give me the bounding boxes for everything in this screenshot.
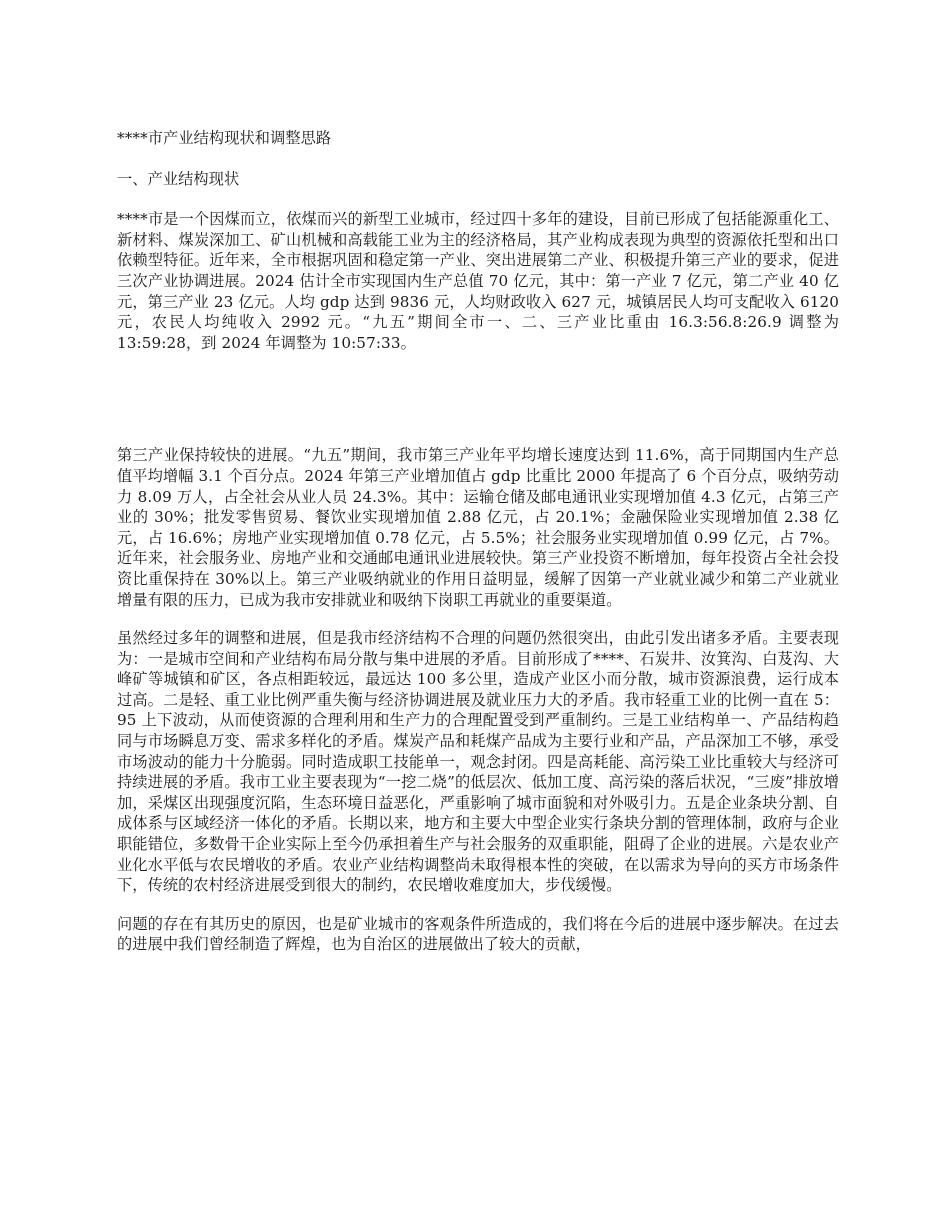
paragraph-causes: 问题的存在有其历史的原因，也是矿业城市的客观条件所造成的，我们将在今后的进展中逐步解决。在过去的进展中我们曾经制造了辉煌，也为自治区的进展做出了较大的贡献， xyxy=(117,914,839,954)
paragraph-tertiary-industry: 第三产业保持较快的进展。“九五”期间，我市第三产业年平均增长速度达到 11.6%，高于同期国内生产总值平均增幅 3.1 个百分点。2024 年第三产业增加值占 gdp 比重比 2000 年提高了 6 个百分点，吸纳劳动力 8.09 万人，占全社会从业人员 24.3%。其中：运输仓储及邮电通讯业实现增加值 4.3 亿元，占第三产业的 30%；批发零售贸易、餐饮业实现增加值 2.88 亿元，占 20.1%；金融保险业实现增加值 2.38 亿元，占 16.6%；房地产业实现增加值 0.78 亿元，占 5.5%；社会服务业实现增加值 0.99 亿元，占 7%。近年来，社会服务业、房地产业和交通邮电通讯业进展较快。第三产业投资不断增加，每年投资占全社会投资比重保持在 30%以上。第三产业吸纳就业的作用日益明显，缓解了因第一产业就业减少和第二产业就业增量有限的压力，已成为我市安排就业和吸纳下岗职工再就业的重要渠道。 xyxy=(117,446,839,609)
section-heading: 一、产业结构现状 xyxy=(117,169,240,188)
document-body xyxy=(117,124,839,955)
paragraph-overview: ****市是一个因煤而立，依煤而兴的新型工业城市，经过四十多年的建设，目前已形成了包括能源重化工、新材料、煤炭深加工、矿山机械和高载能工业为主的经济格局，其产业构成表现为典型的资源依托型和出口依赖型特征。近年来，全市根据巩固和稳定第一产业、突出进展第二产业、积极提升第三产业的要求，促进三次产业协调进展。2024 估计全市实现国内生产总值 70 亿元，其中：第一产业 7 亿元，第二产业 40 亿元，第三产业 23 亿元。人均 gdp 达到 9836 元，人均财政收入 627 元，城镇居民人均可支配收入 6120 元，农民人均纯收入 2992 元。“九五”期间全市一、二、三产业比重由 16.3:56.8:26.9 调整为 13:59:28，到 2024 年调整为 10:57:33。 xyxy=(117,210,839,352)
paragraph-contradictions: 虽然经过多年的调整和进展，但是我市经济结构不合理的问题仍然很突出，由此引发出诸多矛盾。主要表现为：一是城市空间和产业结构布局分散与集中进展的矛盾。目前形成了****、石炭井、汝箕沟、白芨沟、大峰矿等城镇和矿区，各点相距较远，最远达 100 多公里，造成产业区小而分散，城市资源浪费，运行成本过高。二是轻、重工业比例严重失衡与经济协调进展及就业压力大的矛盾。我市轻重工业的比例一直在 5：95 上下波动，从而使资源的合理利用和生产力的合理配置受到严重制约。三是工业结构单一、产品结构趋同与市场瞬息万变、需求多样化的矛盾。煤炭产品和耗煤产品成为主要行业和产品，产品深加工不够，承受市场波动的能力十分脆弱。同时造成职工技能单一，观念封闭。四是高耗能、高污染工业比重较大与经济可持续进展的矛盾。我市工业主要表现为“一挖二烧”的低层次、低加工度、高污染的落后状况，“三废”排放增加，采煤区出现强度沉陷，生态环境日益恶化，严重影响了城市面貌和对外吸引力。五是企业条块分割、自成体系与区域经济一体化的矛盾。长期以来，地方和主要大中型企业实行条块分割的管理体制，政府与企业职能错位，多数骨干企业实际上至今仍承担着生产与社会服务的双重职能，阻碍了企业的进展。六是农业产业化水平低与农民增收的矛盾。农业产业结构调整尚未取得根本性的突破，在以需求为导向的买方市场条件下，传统的农村经济进展受到很大的制约，农民增收难度加大，步伐缓慢。 xyxy=(117,629,839,895)
document-title: ****市产业结构现状和调整思路 xyxy=(117,129,332,147)
